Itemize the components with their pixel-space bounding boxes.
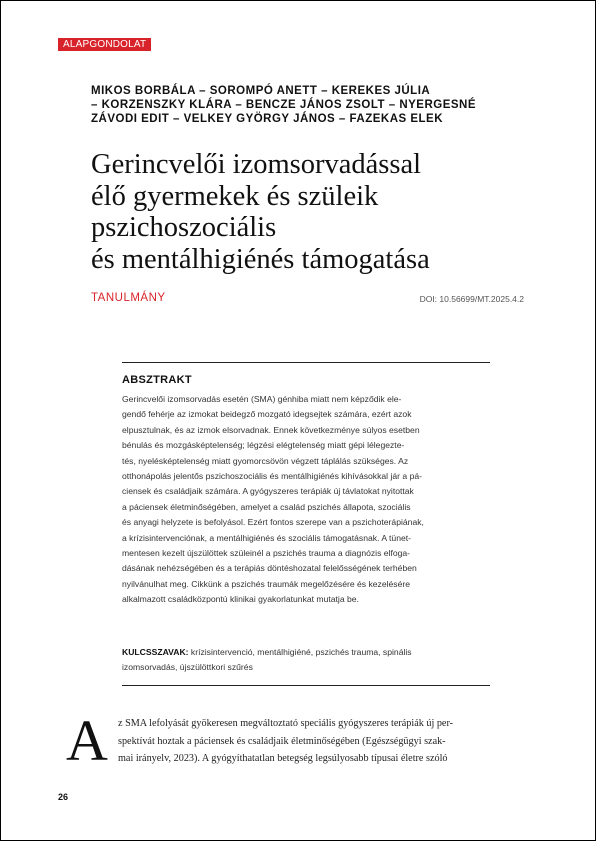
abstract-bottom-rule	[122, 685, 490, 686]
keywords-text: krízisintervenció, mentálhigiéné, pszichés trauma, spinális	[188, 647, 412, 657]
keywords-block	[122, 645, 492, 676]
abstract-line: dásának nehézségében és a terápiás döntéshozatal felelősségének terhében	[122, 563, 417, 574]
keywords-line: izomsorvadás, újszülöttkori szűrés	[122, 662, 253, 673]
abstract-line: nyilvánulhat meg. Cikkünk a pszichés traumák megelőzésére és kezelésére	[122, 578, 411, 589]
author-list	[91, 84, 511, 127]
body-text	[118, 715, 528, 768]
drop-cap: A	[66, 708, 108, 773]
article-type-label: TANULMÁNY	[91, 292, 166, 304]
abstract-line: Gerincvelői izomsorvadás esetén (SMA) génhiba miatt nem képződik ele-	[122, 394, 402, 404]
keywords-line	[122, 645, 492, 660]
abstract-line: otthonápolás jelentős pszichoszociális és mentálhigiénés kihívásokkal jár a pá-	[122, 471, 422, 482]
author-line: MIKOS BORBÁLA – SOROMPÓ ANETT – KEREKES JÚLIA	[91, 85, 431, 97]
title-line: élő gyermekek és szüleik	[91, 180, 379, 212]
body-line: mai irányelv, 2023). A gyógyíthatatlan betegség legsúlyosabb típusai életre szóló	[118, 753, 448, 765]
section-tag: ALAPGONDOLAT	[58, 38, 151, 51]
abstract-heading: ABSZTRAKT	[122, 374, 192, 386]
abstract-line: ciensek és családjaik számára. A gyógyszeres terápiák új távlatokat nyitottak	[122, 486, 414, 497]
abstract-line: alkalmazott családközpontú klinikai gyakorlatunkat mutatja be.	[122, 594, 359, 605]
abstract-top-rule	[122, 362, 490, 363]
abstract-line: elpusztulnak, és az izmok elsorvadnak. Ennek következménye súlyos esetben	[122, 424, 420, 435]
abstract-line: bénulás és mozgásképtelenség; légzési elégtelenség miatt gépi lélegezte-	[122, 440, 405, 451]
abstract-line: gendő fehérje az izmokat beidegző mozgató idegsejtek számára, ezért azok	[122, 409, 412, 420]
abstract-line: mentesen kezelt újszülöttek szüleinél a pszichés trauma a diagnózis elfoga-	[122, 548, 411, 559]
abstract-line: és anyagi helyzete is befolyásol. Ezért fontos szerepe van a pszichoterápiának,	[122, 517, 424, 528]
article-title	[91, 149, 531, 275]
abstract-line: a páciensek életminőségében, amelyet a család pszichés állapota, szociális	[122, 501, 411, 512]
keywords-label: KULCSSZAVAK:	[122, 647, 189, 657]
body-line: spektívát hoztak a páciensek és családjaik életminőségében (Egészségügyi szak-	[118, 735, 446, 747]
abstract-line: tés, nyelésképtelenség miatt gyomorcsövön végzett táplálás szükséges. Az	[122, 455, 409, 466]
title-line: és mentálhigiénés támogatása	[91, 243, 430, 275]
page-number: 26	[58, 792, 69, 802]
body-line: z SMA lefolyását gyökeresen megváltoztató speciális gyógyszeres terápiák új per-	[118, 718, 454, 729]
title-line: pszichoszociális	[91, 212, 277, 243]
author-line: – KORZENSZKY KLÁRA – BENCZE JÁNOS ZSOLT – NYERGESNÉ	[91, 99, 477, 112]
abstract-line: a krízisintervenciónak, a mentálhigiénés és szociális támogatásnak. A tünet-	[122, 532, 411, 543]
title-line: Gerincvelői izomsorvadással	[91, 149, 422, 180]
author-line: ZÁVODI EDIT – VELKEY GYÖRGY JÁNOS – FAZEKAS ELEK	[91, 113, 444, 126]
abstract-body	[122, 392, 492, 608]
doi-label[interactable]: DOI: 10.56699/MT.2025.4.2	[419, 294, 524, 304]
